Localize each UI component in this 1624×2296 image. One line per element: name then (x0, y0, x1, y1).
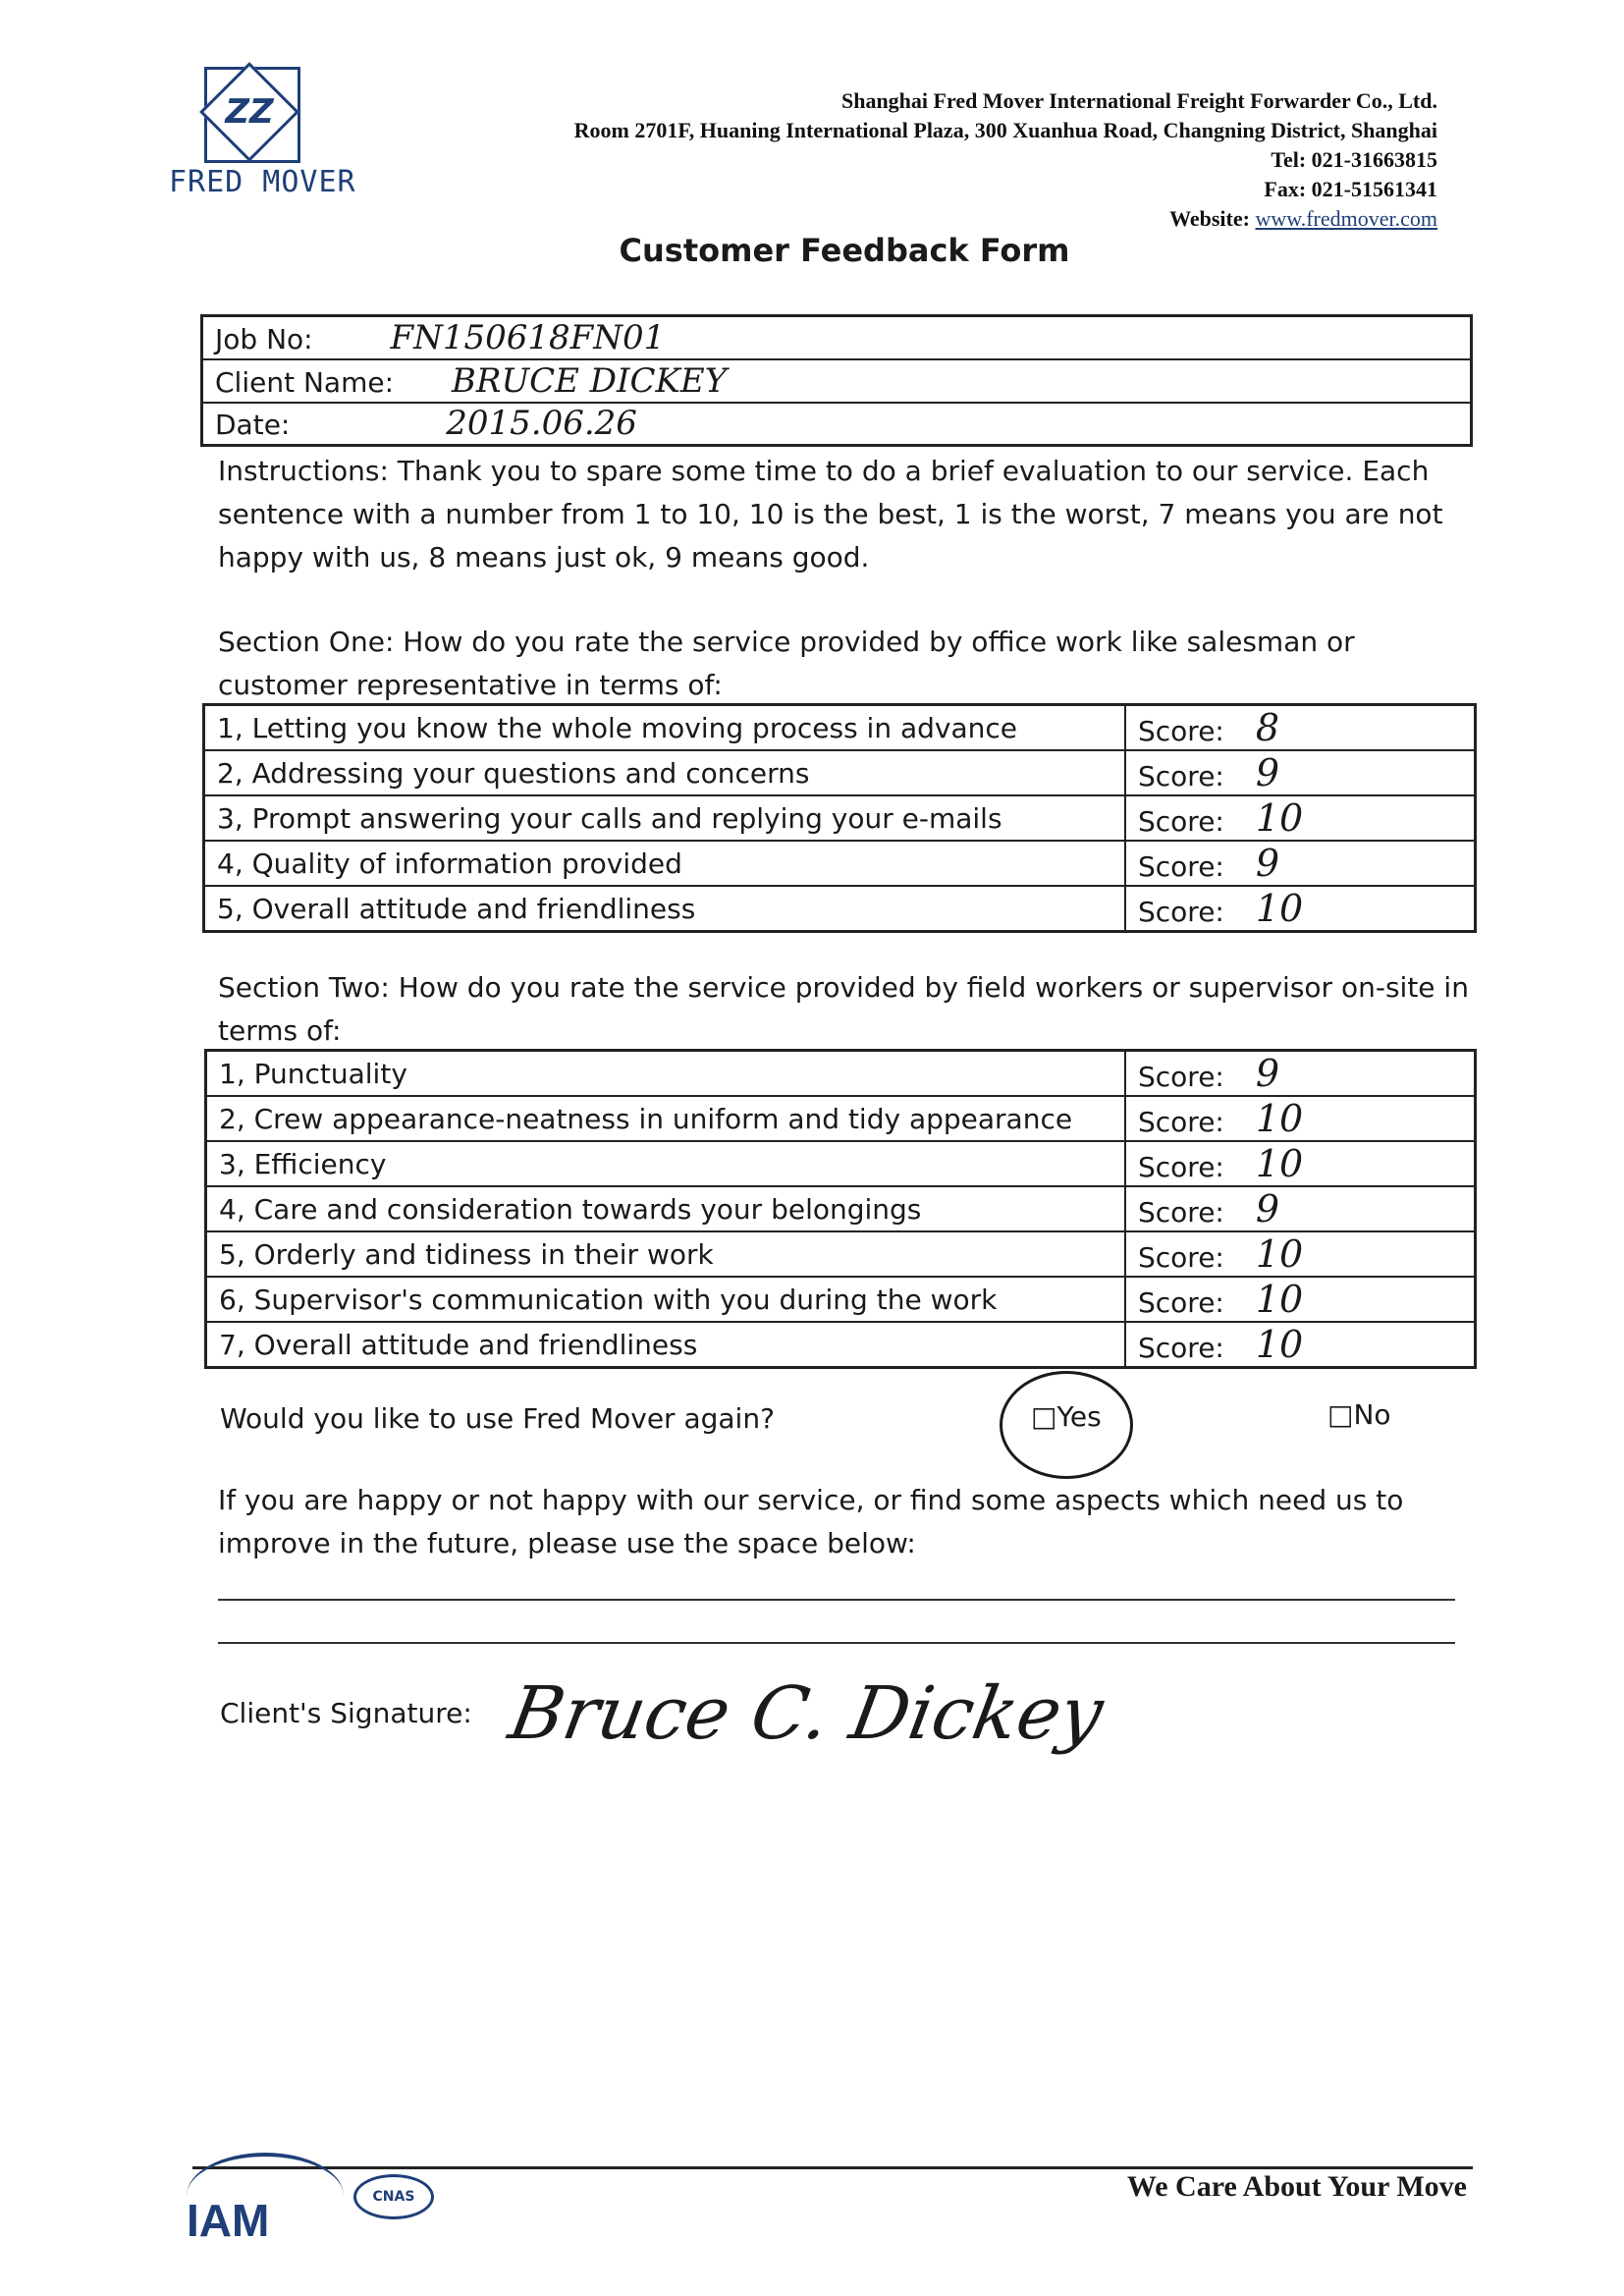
footer-divider (192, 2166, 1473, 2169)
criterion-label: 4, Quality of information provided (204, 841, 1126, 886)
score-value: 9 (1255, 751, 1280, 794)
section-two-table (204, 1049, 1477, 1369)
score-cell: Score: 9 (1125, 1186, 1476, 1231)
criterion-label: 6, Supervisor's communication with you during the work (206, 1277, 1126, 1322)
criterion-label: 2, Addressing your questions and concerns (204, 750, 1126, 795)
form-title: Customer Feedback Form (619, 232, 1070, 269)
score-cell: Score: 10 (1125, 1141, 1476, 1186)
score-cell: Score: 10 (1125, 795, 1476, 841)
table-row (206, 1277, 1476, 1322)
date-value: 2015.06.26 (446, 404, 637, 444)
score-cell: Score: 10 (1125, 1277, 1476, 1322)
score-cell: Score: 9 (1125, 1051, 1476, 1097)
job-no-row (202, 316, 1472, 359)
score-cell: Score: 10 (1125, 1096, 1476, 1141)
yes-checkbox[interactable]: □Yes (1031, 1400, 1102, 1433)
score-value: 9 (1255, 1052, 1280, 1095)
criterion-label: 7, Overall attitude and friendliness (206, 1322, 1126, 1368)
table-row (204, 841, 1476, 886)
score-value: 10 (1255, 1323, 1304, 1366)
score-value: 10 (1255, 1097, 1304, 1140)
score-value: 10 (1255, 796, 1304, 840)
section-one-heading: Section One: How do you rate the service provided by office work like salesman or customer representative in terms of: (218, 626, 1355, 701)
cnas-logo: CNAS (353, 2174, 434, 2219)
company-info (574, 86, 1437, 234)
client-name-row (202, 359, 1472, 403)
criterion-label: 1, Letting you know the whole moving process in advance (204, 705, 1126, 751)
criterion-label: 5, Orderly and tidiness in their work (206, 1231, 1126, 1277)
score-value: 9 (1255, 1187, 1280, 1230)
job-no-value: FN150618FN01 (390, 317, 666, 357)
score-cell: Score: 10 (1125, 1231, 1476, 1277)
feedback-line-2[interactable] (218, 1642, 1455, 1644)
logo-monogram: ZZ (225, 92, 274, 132)
criterion-label: 2, Crew appearance-neatness in uniform and tidy appearance (206, 1096, 1126, 1141)
info-table (200, 314, 1473, 447)
signature-label: Client's Signature: (220, 1697, 472, 1729)
score-value: 9 (1255, 842, 1280, 885)
use-again-question: Would you like to use Fred Mover again? (220, 1402, 775, 1435)
iam-logo: IAM (187, 2195, 270, 2246)
section-two-heading: Section Two: How do you rate the service provided by field workers or supervisor on-site in terms of: (218, 971, 1469, 1047)
logo-text: FRED MOVER (169, 165, 356, 199)
client-name-label: Client Name: (215, 365, 394, 399)
score-cell: Score: 8 (1125, 705, 1476, 751)
company-address: Room 2701F, Huaning International Plaza, 300 Xuanhua Road, Changning District, Shanghai (573, 118, 1437, 142)
score-cell: Score: 9 (1125, 750, 1476, 795)
score-value: 10 (1255, 1232, 1304, 1276)
table-row (204, 795, 1476, 841)
score-value: 10 (1255, 1278, 1304, 1321)
table-row (206, 1096, 1476, 1141)
date-label: Date: (215, 409, 291, 442)
section-one-table (202, 703, 1477, 933)
job-no-label: Job No: (215, 322, 313, 355)
criterion-label: 1, Punctuality (206, 1051, 1126, 1097)
iam-arc-icon (187, 2153, 344, 2196)
no-checkbox[interactable]: □No (1327, 1398, 1391, 1431)
company-fax: Fax: 021-51561341 (1264, 177, 1437, 201)
score-value: 10 (1255, 887, 1304, 930)
score-cell: Score: 9 (1125, 841, 1476, 886)
website-label: Website: (1169, 206, 1250, 231)
criterion-label: 3, Efficiency (206, 1141, 1126, 1186)
table-row (206, 1322, 1476, 1368)
table-row (204, 750, 1476, 795)
feedback-prompt: If you are happy or not happy with our service, or find some aspects which need us to improve in the future, please use the space below: (218, 1484, 1404, 1559)
client-name-value: BRUCE DICKEY (451, 360, 728, 401)
table-row (206, 1141, 1476, 1186)
company-website (574, 204, 1437, 234)
table-row (204, 886, 1476, 932)
criterion-label: 3, Prompt answering your calls and replying your e-mails (204, 795, 1126, 841)
table-row (206, 1231, 1476, 1277)
score-cell: Score: 10 (1125, 886, 1476, 932)
company-name: Shanghai Fred Mover International Freight Forwarder Co., Ltd. (840, 88, 1437, 113)
client-signature: Bruce C. Dickey (503, 1671, 1110, 1756)
footer-slogan: We Care About Your Move (1126, 2170, 1467, 2203)
table-row (206, 1186, 1476, 1231)
criterion-label: 4, Care and consideration towards your belongings (206, 1186, 1126, 1231)
table-row (204, 705, 1476, 751)
company-tel: Tel: 021-31663815 (1271, 147, 1437, 172)
date-row (202, 403, 1472, 446)
instructions-text: Instructions: Thank you to spare some time to do a brief evaluation to our service. Each sentence with a number from 1 to 10, 10 is the best, 1 is the worst, 7 means you are not happy with us, 8 means just ok, 9 means good. (218, 455, 1443, 574)
table-row (206, 1051, 1476, 1097)
score-value: 10 (1255, 1142, 1304, 1185)
score-cell: Score: 10 (1125, 1322, 1476, 1368)
website-link[interactable]: www.fredmover.com (1255, 206, 1437, 231)
feedback-line-1[interactable] (218, 1599, 1455, 1601)
score-value: 8 (1255, 706, 1280, 749)
criterion-label: 5, Overall attitude and friendliness (204, 886, 1126, 932)
